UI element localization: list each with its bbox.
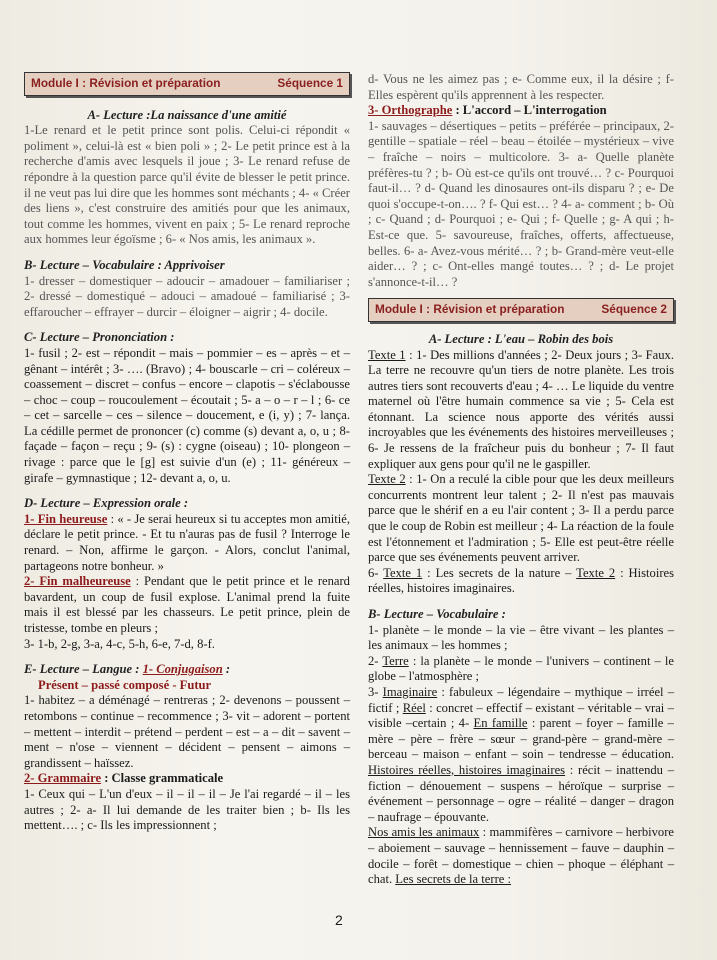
orthographe-text: 1- sauvages – désertiques – petits – préférée – principaux, 2- gentille – spatiale – réel – beau – étoilée – mystérieux – vive – fraîche – noirs – multicolore. 3- a- Quelle planète préfères-tu ? ; b- Où est-ce qu'ils ont trouvé… ? c- Pourquoi faut-il… ? d- Quand les dinosaures ont-ils disparu ? ; e- De quoi s'occupe-t-on…. ? f- Qui est… ? 4- a- comment ; b- Où ; c- Quand ; d- Pourquoi ; e- Qui ; f- Quelle ; g- A qui ; h- Est-ce que. 5- savoureuse, fraîches, offerts, affectueuse, belles. 6- a- Avez-vous mérité… ? ; b- Grand-mère veut-elle aider… ? ; c- Ont-elles mangé toutes… ? ; d- Le projet s'annonce-t-il… ? <box>368 118 674 289</box>
r-section-a-title: A- Lecture : L'eau – Robin des bois <box>428 331 614 346</box>
fin-heureuse-label: 1- Fin heureuse <box>24 511 108 526</box>
texte1-block <box>368 348 674 473</box>
q6-mid: : Les secrets de la nature – <box>422 565 577 580</box>
imaginaire-text: : fabuleux – légendaire – mythique – irréel – fictif ; <box>368 684 674 715</box>
section-e-text: 1- habitez – a déménagé – rentreras ; 2- devenons – poussent – retombons – continue – recommence ; 3- vit – adorent – portent – mettent – interdit – prétend – perdent – est – a – dit – savent – ment – n'ose – viennent – décident – pensent – aimons – grandissent – haïssez. <box>24 693 350 770</box>
conjugaison-label: 1- Conjugaison <box>142 662 223 677</box>
terre-text: : la planète – le monde – l'univers – continent – le globe – l'atmosphère ; <box>368 653 674 684</box>
section-e-prefix: E- Lecture – Langue : <box>24 662 143 677</box>
page-number: 2 <box>335 912 343 928</box>
texte1-label: Texte 1 <box>368 347 406 362</box>
section-b-title: B- Lecture – Vocabulaire : Apprivoiser <box>24 257 225 272</box>
section-a-title: A- Lecture :La naissance d'une amitié <box>87 107 287 122</box>
module-title: Module I : Révision et préparation <box>31 76 221 90</box>
texte2-block <box>368 472 674 566</box>
fin-malheureuse-label: 2- Fin malheureuse <box>24 574 131 589</box>
section-e-subtitle: Présent – passé composé - Futur <box>38 677 212 692</box>
sequence-title-2: Séquence 2 <box>601 302 667 317</box>
r-section-b-title: B- Lecture – Vocabulaire : <box>368 607 506 621</box>
section-d-fin1 <box>24 512 350 574</box>
module-title-2: Module I : Révision et préparation <box>375 302 565 317</box>
texte2-label: Texte 2 <box>368 472 406 487</box>
terre-prefix: 2- <box>368 653 383 668</box>
fin-malheureuse-text: : Pendant que le petit prince et le renard bavardent, un coup de fusil explose. L'animal prend la fuite mais il est blessé par les chasseurs. Le petit prince, plein de tristesse, tombe en pleurs ; <box>24 574 350 635</box>
section-d-fin2 <box>24 574 350 636</box>
grammaire-label: 2- Grammaire <box>24 771 102 786</box>
r-section-b-text1: 1- planète – le monde – la vie – être vivant – les plantes – les animaux – les hommes ; <box>368 622 674 653</box>
q6-texte1: Texte 1 <box>383 565 423 580</box>
amis-block <box>368 825 674 887</box>
section-c-title: C- Lecture – Prononciation : <box>24 330 175 345</box>
imaginaire-block <box>368 685 674 825</box>
amis-label: Nos amis les animaux <box>368 825 480 840</box>
continued-text: d- Vous ne les aimez pas ; e- Comme eux, il la désire ; f- Elles espèrent qu'ils apprennent à les respecter. <box>368 72 674 102</box>
section-c-text: 1- fusil ; 2- est – répondit – mais – pommier – es – après – et – gênant – intérêt ; 3- …. (Bravo) ; 4- bouscarle – cri – coléreux – coassement – discret – confus – encore – clapotis – s'éclabousse – choc – coup – roucoulement – écoutait ; 5- a – o – r – l ; 6- ce – cet – sarcelle – ces – silence – doucement, e (i, y) ; 7- lança. La cédille permet de prononcer (c) comme (s) devant a, o, u ; 8- façade – façon – reçu ; 9- (s) : cygne (oiseau) ; 10- plongeon – rivage : parce que le [g] est suivie d'un (e) ; 11- généreux – girafe – gymnastique ; 12- devant a, o, u. <box>24 345 350 485</box>
q6-texte2: Texte 2 <box>576 565 616 580</box>
section-e-suffix: : <box>222 662 231 677</box>
fin-heureuse-text: : « - Je serai heureux si tu acceptes mon amitié, déclare le petit prince. - Et tu n'auras pas de fusil ? Interroge le renard. – Non, affirme le garçon. - Alors, conclut l'animal, partageons notre bonheur. » <box>24 511 350 573</box>
famille-label: En famille <box>473 716 528 731</box>
module-header-seq1 <box>24 72 350 96</box>
terre-block <box>368 654 674 685</box>
section-d-answers: 3- 1-b, 2-g, 3-a, 4-c, 5-h, 6-e, 7-d, 8-f. <box>24 636 215 651</box>
reel-label: Réel <box>402 700 426 715</box>
famille-text: : parent – foyer – famille – mère – père – frère – sœur – grand-père – grand-mère – berceau – maison – enfant – soin – tendresse – éducation. <box>368 716 674 762</box>
orthographe-label: 3- Orthographe <box>368 103 453 118</box>
orthographe-title: : L'accord – L'interrogation <box>452 103 607 118</box>
module-header-seq2 <box>368 298 674 322</box>
amis-text: : mammifères – carnivore – herbivore – aboiement – sauvage – hennissement – fauve – dauphin – docile – forêt – domestique – chien – phoque – éléphant – chat. <box>368 825 674 887</box>
imaginaire-label: Imaginaire <box>382 684 438 699</box>
q6-block <box>368 566 674 597</box>
reel-text: : concret – effectif – existant – véritable – vrai – visible –certain ; 4- <box>368 700 674 731</box>
section-d-title: D- Lecture – Expression orale : <box>24 496 189 511</box>
histoires-label: Histoires réelles, histoires imaginaires <box>368 762 566 777</box>
orthographe-block <box>368 103 674 119</box>
grammaire-block <box>24 771 350 787</box>
texte2-text: : 1- On a reculé la cible pour que les deux meilleurs concurrents montrent leur talent ; 2- Il n'est pas mauvais parce que le shérif en a eu l'air content ; 3- Il a perdu parce que le coup de Robin est meilleur ; 4- La réaction de la foule est l'étonnement et l'admiration ; 5- Elle est peut-être réelle parce que ses événements peuvent arriver. <box>368 472 674 565</box>
texte1-text: : 1- Des millions d'années ; 2- Deux jours ; 3- Faux. La terre ne recouvre qu'un tiers de notre planète. Les trois autres tiers sont recouverts d'eau ; 4- … Le liquide du ventre maternel où l'être humain commence sa vie ; 5- Cela est étonnant. La science nous apporte des vérités aussi incroyables que les événements des histoires merveilleuses ; 6- Je ressens de la fraîcheur puis du bonheur ; 7- Il faut expliquer aux gens pour qu'il ne le gaspiller. <box>368 347 675 471</box>
q6-prefix: 6- <box>368 565 384 580</box>
terre-label: Terre <box>382 653 409 668</box>
imag-prefix: 3- <box>368 684 383 699</box>
grammaire-text: 1- Ceux qui – L'un d'eux – il – il – il – Je l'ai regardé – il – les autres ; 2- a- Il lui demande de les traiter bien ; b- Ils les mettent…. ; c- Ils les impressionnent ; <box>24 786 350 833</box>
secrets-label: Les secrets de la terre : <box>395 872 512 887</box>
grammaire-title: : Classe grammaticale <box>101 771 224 786</box>
right-column <box>368 72 674 888</box>
section-e-title <box>24 662 350 678</box>
left-column <box>24 72 350 834</box>
section-b-text: 1- dresser – domestiquer – adoucir – amadouer – familiariser ; 2- dressé – domestiqué – adouci – amadoué – familiarisé ; 3- effaroucher – effrayer – durcir – éloigner – aigrir ; 4- docile. <box>24 273 350 319</box>
section-a-text: 1-Le renard et le petit prince sont polis. Celui-ci répondit « poliment », celui-là est « bien poli » ; 2- Le petit prince est à la recherche d'amis avec lesquels il joue ; 3- Le renard refuse de répondre à la question parce qu'il évite de blesser le petit prince. il ne veut pas lui dire que les hommes sont méchants ; 4- « Créer des liens », c'est construire des amitiés pour que les animaux, tout comme les hommes, vivent en paix ; 5- Le renard reproche aux hommes leur égoïsme ; 6- « Nos amis, les animaux ». <box>24 123 350 247</box>
histoires-text: : récit – inattendu – fiction – dénouement – suspens – héroïque – surprise – événement – personnage – ogre – réalité – danger – dragon – naufrage – épouvante. <box>368 762 674 824</box>
sequence-title: Séquence 1 <box>277 76 343 90</box>
q6-end: : Histoires réelles, histoires imaginaires. <box>368 565 675 596</box>
